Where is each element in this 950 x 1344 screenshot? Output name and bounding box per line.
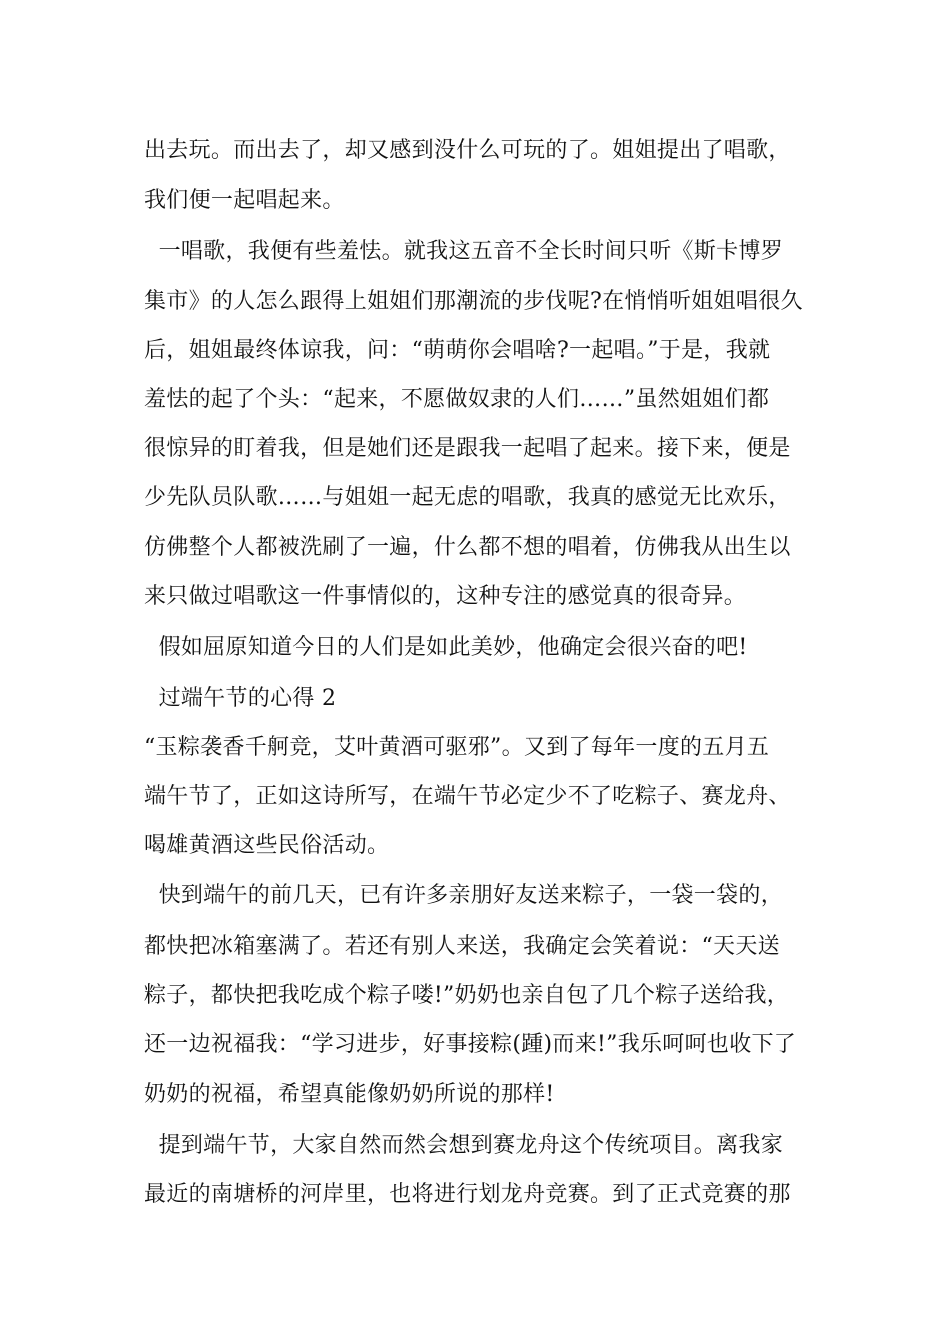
text-line: 集市》的人怎么跟得上姐姐们那潮流的步伐呢?在悄悄听姐姐唱很久 [144,289,803,314]
text-line: 少先队员队歌……与姐姐一起无虑的唱歌，我真的感觉无比欢乐， [144,485,791,510]
text-line: 仿佛整个人都被洗刷了一遍，什么都不想的唱着，仿佛我从出生以 [144,535,791,560]
text-line: 出去玩。而出去了，却又感到没什么可玩的了。姐姐提出了唱歌， [144,138,791,163]
text-line: 羞怯的起了个头：“起来，不愿做奴隶的人们……”虽然姐姐们都 [144,387,770,412]
text-line: 奶奶的祝福，希望真能像奶奶所说的那样! [144,1082,555,1107]
text-line: 还一边祝福我：“学习进步，好事接粽(踵)而来!”我乐呵呵也收下了 [144,1032,797,1057]
section-heading: 过端午节的心得 2 [144,686,337,711]
text-line: “玉粽袭香千舸竞，艾叶黄酒可驱邪”。又到了每年一度的五月五 [144,735,770,760]
text-line: 我们便一起唱起来。 [144,188,345,213]
text-line: 提到端午节，大家自然而然会想到赛龙舟这个传统项目。离我家 [144,1133,783,1158]
text-line: 后，姐姐最终体谅我，问：“萌萌你会唱啥?一起唱。”于是，我就 [144,338,771,363]
text-line: 都快把冰箱塞满了。若还有别人来送，我确定会笑着说：“天天送 [144,934,780,959]
text-line: 喝雄黄酒这些民俗活动。 [144,833,390,858]
text-line: 一唱歌，我便有些羞怯。就我这五音不全长时间只听《斯卡博罗 [144,239,783,264]
text-line: 快到端午的前几天，已有许多亲朋好友送来粽子，一袋一袋的， [144,883,783,908]
text-line: 粽子，都快把我吃成个粽子喽!”奶奶也亲自包了几个粽子送给我， [144,983,790,1008]
text-line: 很惊异的盯着我，但是她们还是跟我一起唱了起来。接下来，便是 [144,436,791,461]
text-line: 最近的南塘桥的河岸里，也将进行划龙舟竞赛。到了正式竞赛的那 [144,1182,791,1207]
text-line: 端午节了，正如这诗所写，在端午节必定少不了吃粽子、赛龙舟、 [144,784,791,809]
text-line: 来只做过唱歌这一件事情似的，这种专注的感觉真的很奇异。 [144,584,747,609]
text-line: 假如屈原知道今日的人们是如此美妙，他确定会很兴奋的吧! [144,635,748,660]
